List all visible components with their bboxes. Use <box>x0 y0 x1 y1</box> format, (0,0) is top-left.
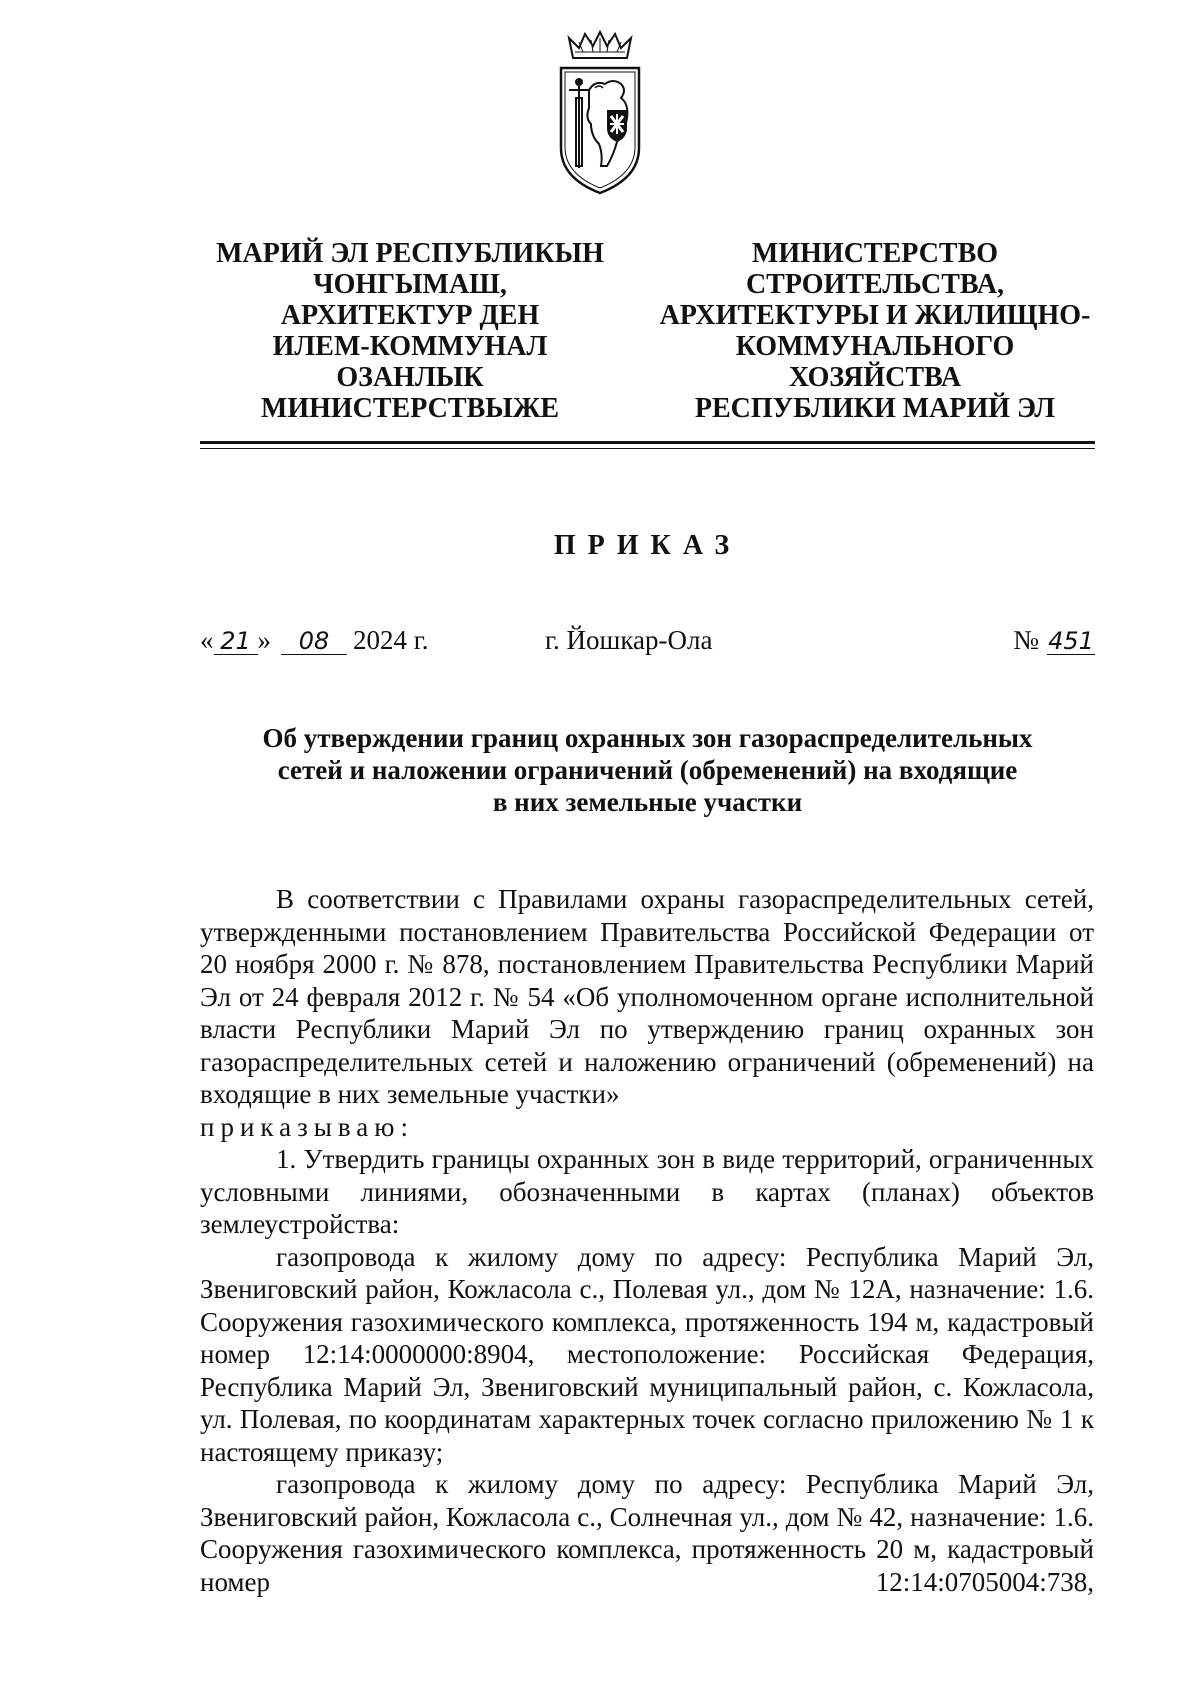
document-type-title: ПРИКАЗ <box>553 530 742 561</box>
date-day-handwritten: 21 <box>214 628 258 655</box>
date-line <box>200 625 1095 661</box>
date-close-quote: » <box>257 625 271 655</box>
object-2-paragraph: газопровода к жилому дому по адресу: Республика Марий Эл, Звениговский район, Кожласола с., Солнечная ул., дом № 42, назначение: 1.6. Сооружения газохимического комплекса, протяженность 20 м, кадастровый номер 12:14:0705004:738, <box>200 1469 1094 1597</box>
order-number-handwritten: 451 <box>1048 627 1094 655</box>
subject-line: в них земельные участки <box>492 787 803 817</box>
header-divider-thin <box>200 448 1095 449</box>
ministry-name-line: АРХИТЕКТУРЫ И ЖИЛИЩНО- <box>659 300 1091 331</box>
order-subject <box>200 722 1095 818</box>
order-word: приказываю: <box>200 1111 414 1142</box>
order-number <box>1013 625 1095 656</box>
header-divider-thick <box>200 441 1095 444</box>
subject-line: Об утверждении границ охранных зон газораспределительных <box>262 723 1033 753</box>
item-1-paragraph: 1. Утвердить границы охранных зон в виде территорий, ограниченных условными линиями, обозначенными в картах (планах) объектов землеустройства: <box>200 1144 1094 1239</box>
date-year: 2024 г. <box>353 625 429 655</box>
ministry-name-line: МИНИСТЕРСТВЫЖЕ <box>260 393 560 424</box>
ministry-name-line: ОЗАНЛЫК <box>336 362 484 393</box>
ministry-name-line: ИЛЕМ-КОММУНАЛ <box>272 331 548 362</box>
order-city: г. Йошкар-Ола <box>545 625 713 655</box>
date-month-handwritten: 08 <box>281 628 347 655</box>
order-date <box>200 625 429 656</box>
ministry-name-mari <box>200 238 620 424</box>
ministry-name-line: ХОЗЯЙСТВА <box>788 362 962 393</box>
number-label: № <box>1013 625 1039 655</box>
ministry-name-line: МАРИЙ ЭЛ РЕСПУБЛИКЫН <box>216 238 604 269</box>
order-body <box>200 883 1094 1598</box>
date-open-quote: « <box>200 625 214 655</box>
ministry-name-russian <box>655 238 1095 424</box>
ministry-name-line: КОММУНАЛЬНОГО <box>735 331 1015 362</box>
ministry-name-line: ЧОНГЫМАШ, <box>313 269 507 300</box>
preamble-paragraph: В соответствии с Правилами охраны газораспределительных сетей, утвержденными постановлением Правительства Российской Федерации от 20 ноября 2000 г. № 878, постановлением Правительства Республики Марий Эл от 24 февраля 2012 г. № 54 «Об уполномоченном органе исполнительной власти Республики Марий Эл по утверждению границ охранных зон газораспределительных сетей и наложению ограничений (обременений) на входящие в них земельные участки» <box>200 884 1094 1109</box>
ministry-name-line: СТРОИТЕЛЬСТВА, <box>745 269 1005 300</box>
ministry-name-line: РЕСПУБЛИКИ МАРИЙ ЭЛ <box>694 393 1056 424</box>
ministry-name-line: МИНИСТЕРСТВО <box>751 238 999 269</box>
object-1-paragraph: газопровода к жилому дому по адресу: Республика Марий Эл, Звениговский район, Кожласола с., Полевая ул., дом № 12А, назначение: 1.6. Сооружения газохимического комплекса, протяженность 194 м, кадастровый номер 12:14:0000000:8904, местоположение: Российская Федерация, Республика Марий Эл, Звениговский муниципальный район, с. Кожласола, ул. Полевая, по координатам характерных точек согласно приложению № 1 к настоящему приказу; <box>200 1241 1094 1467</box>
subject-line: сетей и наложении ограничений (обременений) на входящие <box>277 755 1018 785</box>
coat-of-arms-emblem <box>555 28 645 198</box>
ministry-name-line: АРХИТЕКТУР ДЕН <box>280 300 540 331</box>
